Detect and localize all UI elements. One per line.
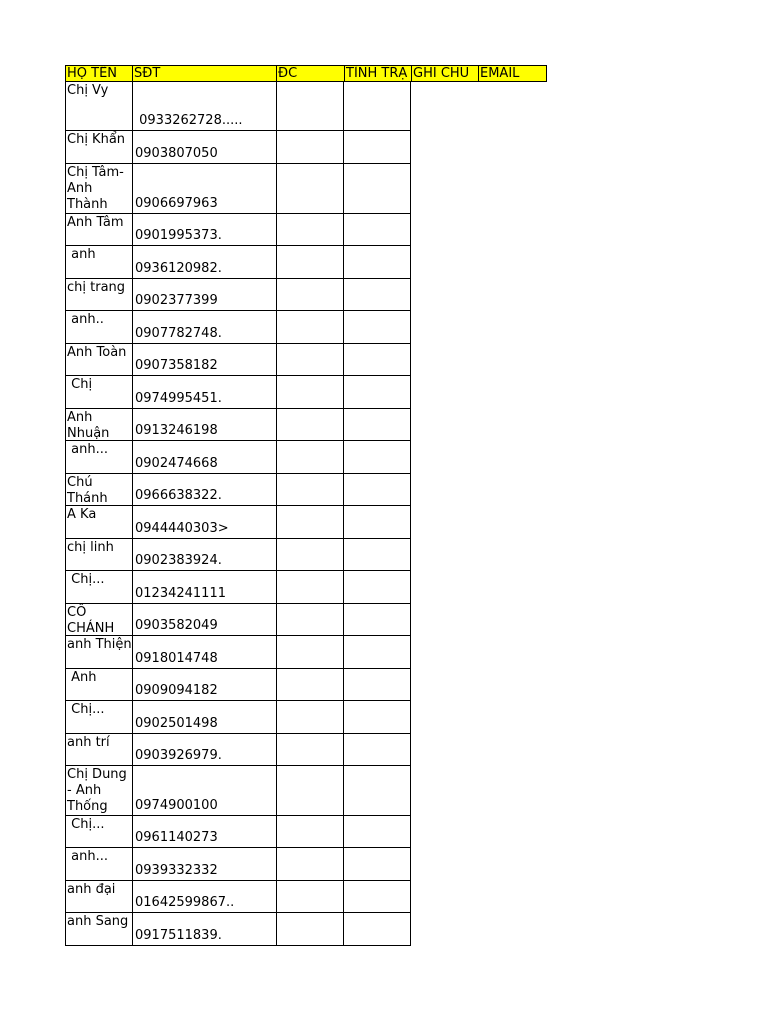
status-cell[interactable] <box>343 163 411 214</box>
name-cell[interactable]: anh <box>65 245 133 279</box>
status-cell[interactable] <box>343 408 411 441</box>
status-cell[interactable] <box>343 635 411 669</box>
phone-text: 0901995373. <box>135 228 222 243</box>
name-cell[interactable]: Anh Toàn <box>65 343 133 376</box>
name-cell[interactable]: anh trí <box>65 733 133 766</box>
spreadsheet <box>65 65 547 946</box>
header-ghi-chu[interactable]: GHI CHÚ <box>411 65 479 82</box>
name-cell[interactable]: A Ka <box>65 505 133 539</box>
table-row <box>65 213 547 246</box>
name-cell[interactable]: Chị... <box>65 700 133 734</box>
address-cell[interactable] <box>276 473 344 506</box>
status-cell[interactable] <box>343 440 411 474</box>
address-cell[interactable] <box>276 847 344 881</box>
phone-cell[interactable] <box>132 408 277 441</box>
table-row <box>65 570 547 604</box>
phone-text: 0902474668 <box>135 456 218 471</box>
status-cell[interactable] <box>343 505 411 539</box>
status-cell[interactable] <box>343 130 411 164</box>
name-cell[interactable]: Chị <box>65 375 133 409</box>
table-row <box>65 733 547 766</box>
header-tinh-trang[interactable]: TÌNH TRẠ <box>344 65 412 82</box>
table-row <box>65 440 547 474</box>
status-cell[interactable] <box>343 81 411 131</box>
table-row <box>65 765 547 816</box>
name-cell[interactable]: Chị Tâm-Anh Thành <box>65 163 133 214</box>
phone-text: 0907782748. <box>135 326 222 341</box>
status-cell[interactable] <box>343 278 411 311</box>
phone-cell[interactable] <box>132 700 277 734</box>
table-row <box>65 700 547 734</box>
phone-cell[interactable] <box>132 538 277 571</box>
phone-cell[interactable] <box>132 473 277 506</box>
phone-cell[interactable] <box>132 668 277 701</box>
phone-text: 0903807050 <box>135 146 218 161</box>
table-row <box>65 163 547 214</box>
name-cell[interactable]: Anh Tâm <box>65 213 133 246</box>
phone-cell[interactable] <box>132 278 277 311</box>
table-row <box>65 130 547 164</box>
table-row <box>65 880 547 913</box>
phone-cell[interactable] <box>132 213 277 246</box>
phone-text: 0974900100 <box>135 798 218 813</box>
name-cell[interactable]: Chị... <box>65 815 133 848</box>
address-cell[interactable] <box>276 375 344 409</box>
status-cell[interactable] <box>343 880 411 913</box>
table-row <box>65 408 547 441</box>
address-cell[interactable] <box>276 603 344 636</box>
name-cell[interactable]: anh.. <box>65 310 133 344</box>
phone-text: 0966638322. <box>135 488 222 503</box>
status-cell[interactable] <box>343 847 411 881</box>
name-cell[interactable]: anh Thiện <box>65 635 133 669</box>
name-cell[interactable]: CÔ CHÁNH <box>65 603 133 636</box>
table-row <box>65 375 547 409</box>
address-cell[interactable] <box>276 408 344 441</box>
phone-text: 0903926979. <box>135 748 222 763</box>
status-cell[interactable] <box>343 375 411 409</box>
address-cell[interactable] <box>276 245 344 279</box>
phone-cell[interactable] <box>132 375 277 409</box>
address-cell[interactable] <box>276 912 344 946</box>
address-cell[interactable] <box>276 815 344 848</box>
name-cell[interactable]: Anh Nhuận <box>65 408 133 441</box>
name-cell[interactable]: chị linh <box>65 538 133 571</box>
address-cell[interactable] <box>276 570 344 604</box>
name-cell[interactable]: Chú Thánh <box>65 473 133 506</box>
phone-text: 0902501498 <box>135 716 218 731</box>
status-cell[interactable] <box>343 245 411 279</box>
address-cell[interactable] <box>276 278 344 311</box>
phone-cell[interactable] <box>132 570 277 604</box>
phone-cell[interactable] <box>132 635 277 669</box>
status-cell[interactable] <box>343 912 411 946</box>
phone-text: 0933262728..... <box>135 113 243 128</box>
table-body <box>65 81 547 946</box>
table-row <box>65 668 547 701</box>
phone-text: 0902383924. <box>135 553 222 568</box>
status-cell[interactable] <box>343 310 411 344</box>
status-cell[interactable] <box>343 765 411 816</box>
header-row <box>65 65 547 82</box>
phone-text: 0944440303> <box>135 521 229 536</box>
status-cell[interactable] <box>343 570 411 604</box>
address-cell[interactable] <box>276 343 344 376</box>
phone-text: 0939332332 <box>135 863 218 878</box>
table-row <box>65 505 547 539</box>
name-cell[interactable]: anh... <box>65 847 133 881</box>
name-cell[interactable]: anh... <box>65 440 133 474</box>
name-cell[interactable]: Anh <box>65 668 133 701</box>
address-cell[interactable] <box>276 163 344 214</box>
phone-cell[interactable] <box>132 310 277 344</box>
phone-cell[interactable] <box>132 847 277 881</box>
header-email[interactable]: EMAIL <box>478 65 547 82</box>
table-row <box>65 538 547 571</box>
phone-text: 0902377399 <box>135 293 218 308</box>
phone-text: 0909094182 <box>135 683 218 698</box>
phone-cell[interactable] <box>132 163 277 214</box>
table-row <box>65 912 547 946</box>
phone-text: 0917511839. <box>135 928 222 943</box>
phone-text: 0936120982. <box>135 261 222 276</box>
phone-cell[interactable] <box>132 912 277 946</box>
status-cell[interactable] <box>343 733 411 766</box>
address-cell[interactable] <box>276 81 344 131</box>
phone-text: 0974995451. <box>135 391 222 406</box>
table-row <box>65 343 547 376</box>
address-cell[interactable] <box>276 538 344 571</box>
phone-cell[interactable] <box>132 440 277 474</box>
name-cell[interactable]: anh Sang <box>65 912 133 946</box>
table-row <box>65 310 547 344</box>
name-cell[interactable]: Chị Dung - Anh Thống <box>65 765 133 816</box>
phone-text: 0961140273 <box>135 830 218 845</box>
table-row <box>65 815 547 848</box>
name-cell[interactable]: Chị... <box>65 570 133 604</box>
table-row <box>65 473 547 506</box>
address-cell[interactable] <box>276 668 344 701</box>
table-row <box>65 278 547 311</box>
status-cell[interactable] <box>343 815 411 848</box>
header-ho-ten[interactable]: HỌ TÊN <box>65 65 133 82</box>
header-sdt[interactable]: SĐT <box>132 65 277 82</box>
address-cell[interactable] <box>276 505 344 539</box>
status-cell[interactable] <box>343 603 411 636</box>
phone-text: 0913246198 <box>135 423 218 438</box>
header-dc[interactable]: ĐC <box>276 65 345 82</box>
table-row <box>65 245 547 279</box>
table-row <box>65 847 547 881</box>
phone-cell[interactable] <box>132 733 277 766</box>
phone-text: 0906697963 <box>135 196 218 211</box>
address-cell[interactable] <box>276 130 344 164</box>
status-cell[interactable] <box>343 668 411 701</box>
name-cell[interactable]: anh đại <box>65 880 133 913</box>
phone-cell[interactable] <box>132 130 277 164</box>
phone-cell[interactable] <box>132 505 277 539</box>
status-cell[interactable] <box>343 473 411 506</box>
status-cell[interactable] <box>343 343 411 376</box>
address-cell[interactable] <box>276 440 344 474</box>
phone-cell[interactable] <box>132 815 277 848</box>
address-cell[interactable] <box>276 880 344 913</box>
name-cell[interactable]: Chị Khẩn <box>65 130 133 164</box>
phone-text: 0903582049 <box>135 618 218 633</box>
phone-text: 01234241111 <box>135 586 226 601</box>
status-cell[interactable] <box>343 538 411 571</box>
table-row <box>65 635 547 669</box>
address-cell[interactable] <box>276 635 344 669</box>
phone-cell[interactable] <box>132 81 277 131</box>
phone-text: 0907358182 <box>135 358 218 373</box>
phone-cell[interactable] <box>132 765 277 816</box>
status-cell[interactable] <box>343 700 411 734</box>
phone-cell[interactable] <box>132 603 277 636</box>
phone-text: 0918014748 <box>135 651 218 666</box>
address-cell[interactable] <box>276 765 344 816</box>
phone-cell[interactable] <box>132 880 277 913</box>
address-cell[interactable] <box>276 213 344 246</box>
name-cell[interactable]: chị trang <box>65 278 133 311</box>
table-row <box>65 81 547 131</box>
address-cell[interactable] <box>276 733 344 766</box>
address-cell[interactable] <box>276 310 344 344</box>
name-cell[interactable]: Chị Vy <box>65 81 133 131</box>
address-cell[interactable] <box>276 700 344 734</box>
phone-cell[interactable] <box>132 245 277 279</box>
table-row <box>65 603 547 636</box>
phone-cell[interactable] <box>132 343 277 376</box>
phone-text: 01642599867.. <box>135 895 235 910</box>
status-cell[interactable] <box>343 213 411 246</box>
